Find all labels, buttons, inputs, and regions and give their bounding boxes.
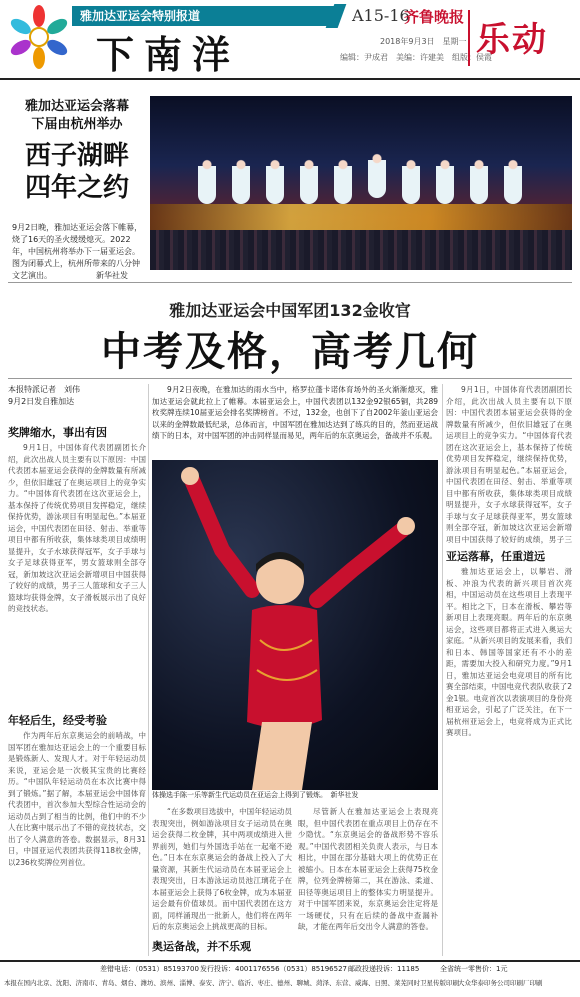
gymnast-photo [152, 460, 438, 790]
price-text: 全省统一零售价：1元 [440, 965, 508, 973]
gymnast-figure-icon [152, 460, 438, 790]
dancer-figure [436, 156, 454, 204]
dancer-figure [232, 156, 250, 204]
newspaper-name: 齐鲁晚报 [404, 8, 465, 26]
section-heading: 奖牌缩水，事出有因 [8, 426, 107, 439]
dancer-figure [300, 156, 318, 204]
divider-rule [8, 378, 572, 379]
column-rule [148, 384, 149, 956]
dancer-figure [368, 150, 386, 198]
special-report-band: 雅加达亚运会特别报道 [72, 6, 338, 26]
stage-lights [150, 204, 572, 230]
dancer-figure [504, 156, 522, 204]
section-heading: 亚运落幕，任重道远 [446, 550, 545, 563]
section-body: 9月1日，中国体育代表团副团长介绍，此次出战人员主要有以下原因：中国代表团本届亚运会获得的金牌数量有所减少，但依旧雄冠了在奥运项目上的竞争实力。“中国体育代表团在这次亚运会上，基本保持了传统优势项目发挥稳定，继续保持优势，游泳项目有明显起色。”本届亚运会，中国代表团在田径、射击、举重等项目中都有所收获，集体球类项目成绩明显提升，女子水球获得冠军，女子手球与女子足球获得亚军，男女篮球则全部夺冠，新加坡这次亚运会新增项目中国获得了较好的成绩，男子三人篮球和女子三人篮球均获得金牌，女子滑板展示出了良好的竞技状态。 [8, 443, 146, 613]
divider-rule [8, 282, 572, 283]
dancer-figure [470, 156, 488, 204]
lower-paragraph: 尽管新人在雅加达亚运会上表现亮眼，但中国代表团在重点项目上仍存在不少隐忧。“东京奥运会的备战形势不容乐观。”中国代表团相关负责人表示，与日本相比，中国在部分基础大项上的优势正在被缩小。日本在本届亚运会上获得75枚金牌，位列金牌榜第二，其在游泳、柔道、田径等奥运项目上的整体实力明显提升。对于中国军团来说，东京奥运会注定将是一场硬仗，只有在后续的备战中查漏补缺，才能在两年后交出令人满意的答卷。 [298, 807, 438, 931]
column-rule [442, 384, 443, 956]
page-header [0, 0, 580, 80]
page-footer [0, 960, 580, 997]
section-name: 乐动 [476, 20, 548, 60]
dancer-figure [266, 156, 284, 204]
dancer-figure [402, 156, 420, 204]
closing-ceremony-photo [150, 96, 572, 270]
section-body: 作为两年后东京奥运会的前哨战，中国军团在雅加达亚运会上的一个重要目标是锻炼新人、发现人才。对于年轻运动员来说，亚运会是一次极其宝贵的比赛经历。“中国队年轻运动员在本次比赛中得到了锻炼。”据了解，本届亚运会中国体育代表团中，首次参加大型综合性运动会的运动员占到了相当的比例，他们中的不少人在比赛中展示出了不错的竞技状态，交出了令人满意的答卷。数据显示，8月31日，中国亚运代表团共获得118枚金牌，以236枚奖牌位列首位。 [8, 731, 146, 867]
byline: 本报特派记者 刘伟 9月2日发自雅加达 [8, 385, 80, 406]
feature-caption: 9月2日晚，雅加达亚运会落下帷幕，烧了16天的圣火缓缓熄灭。2022年，中国杭州将举办下一届亚运会。图为闭幕式上，杭州所带来的八分钟文艺演出。 新华社发 [12, 223, 143, 280]
date-line: 2018年9月3日 星期一 [380, 37, 467, 46]
editions-text: 本报在国内北京、沈阳、济南市、青岛、烟台、潍坊、滨州、淄博、泰安、济宁、临沂、枣庄、德州、聊城、菏泽、东营、威海、日照、莱芜同时卫星传版印刷 [4, 979, 459, 987]
dancer-figure [334, 156, 352, 204]
photo-caption: 体操选手陈一乐等新生代运动员在亚运会上得到了锻炼。 新华社发 [152, 791, 359, 799]
audience-crowd [150, 230, 572, 270]
delivery-text: 发行投诉：4001176556（0531）85196527 [200, 965, 347, 973]
main-headline: 中考及格，高考几何 [101, 328, 479, 375]
column-masthead: 下南洋 [96, 32, 241, 77]
feature-subtitle: 雅加达亚运会落幕 下届由杭州举办 [24, 99, 129, 132]
mid-paragraph: “在多数项目选拔中，中国年轻运动员表现突出，例如游泳项目女子运动员在奥运会获得二枚金牌，其中两项成绩进入世界前列，她们与外国选手站在一起毫不逊色。”日本在东京奥运会的备战上投入了大量资源，其新生代运动员在本届亚运会上表现突出，日本游泳运动员池江璃花子在本届亚运会上获得了6枚金牌，成为本届亚运会最有价值球员。而中国代表团在这方面，同样涌现出一批新人，他们将在两年后的东京奥运会上挑战更高的目标。 [152, 807, 292, 931]
editors-line: 编辑：尹成君 美编：许建美 组版：侯霞 [340, 53, 492, 62]
section-body: 9月1日，中国体育代表团副团长介绍，此次出战人员主要有以下原因：中国代表团本届亚运会获得的金牌数量有所减少，但依旧雄冠了在奥运项目上的竞争实力。“中国体育代表团在这次亚运会上，基本保持了传统优势项目发挥稳定，继续保持优势，游泳项目有明显起色。”本届亚运会，中国代表团在田径、射击、举重等项目中都有所收获，集体球类项目成绩明显提升，女子水球获得冠军，女子手球与女子足球获得亚军，男女篮球则全部夺冠，新加坡这次亚运会新增项目中国获得了较好的成绩，男子三 [446, 385, 572, 544]
asian-games-logo-icon [6, 4, 72, 70]
section-body: 雅加达亚运会上，以攀岩、滑板、冲浪为代表的新兴项目首次亮相，中国运动员在这些项目上表现平平。相比之下，日本在滑板、攀岩等新项目上表现亮眼。两年后的东京奥运会，这些项目都将正式进入奥运大家庭。“从新兴项目的发展来看，我们和日本、韩国等国家还有不小的差距，需要加大投入和研究力度。”9月1日，雅加达亚运会电竞项目的所有比赛全部结束，中国电竞代表队收获了2金1银。电竞首次以表演项目的身份亮相亚运会，引起了广泛关注，在下一届杭州亚运会上，电竞将成为正式比赛项目。 [446, 567, 572, 737]
postcode-text: 邮政投递投诉：11185 [348, 965, 420, 973]
feature-title: 西子湖畔 四年之约 [24, 141, 129, 203]
printer-text: 大众华泰印务公司印刷厂印刷 [458, 979, 543, 987]
section-heading: 奥运备战，并不乐观 [152, 940, 251, 953]
hotline-text: 差错电话：（0531）85193700 [100, 965, 199, 973]
lead-paragraph: 9月2日夜晚，在雅加达的雨水当中，格罗拉蓬卡诺体育场外的圣火渐渐熄灭，雅加达亚运会就此拉上了帷幕。本届亚运会上，中国代表团以132金92银65铜，共289枚奖牌连续10届亚运会排名奖牌榜首。不过，132金，也创下了自2002年釜山亚运会以来的金牌数最低纪录，总体而言，中国军团在雅加达达到了练兵的目的，然而亚运战绩下的日本，对中国军团的冲击同样显而易见，两年后的东京奥运会，备战并不乐观。 [152, 385, 438, 440]
main-kicker: 雅加达亚运会中国军团132金收官 [169, 301, 411, 320]
section-heading: 年轻后生，经受考验 [8, 714, 107, 727]
page-numbers: A15-16 [352, 6, 410, 25]
dancer-figure [198, 156, 216, 204]
